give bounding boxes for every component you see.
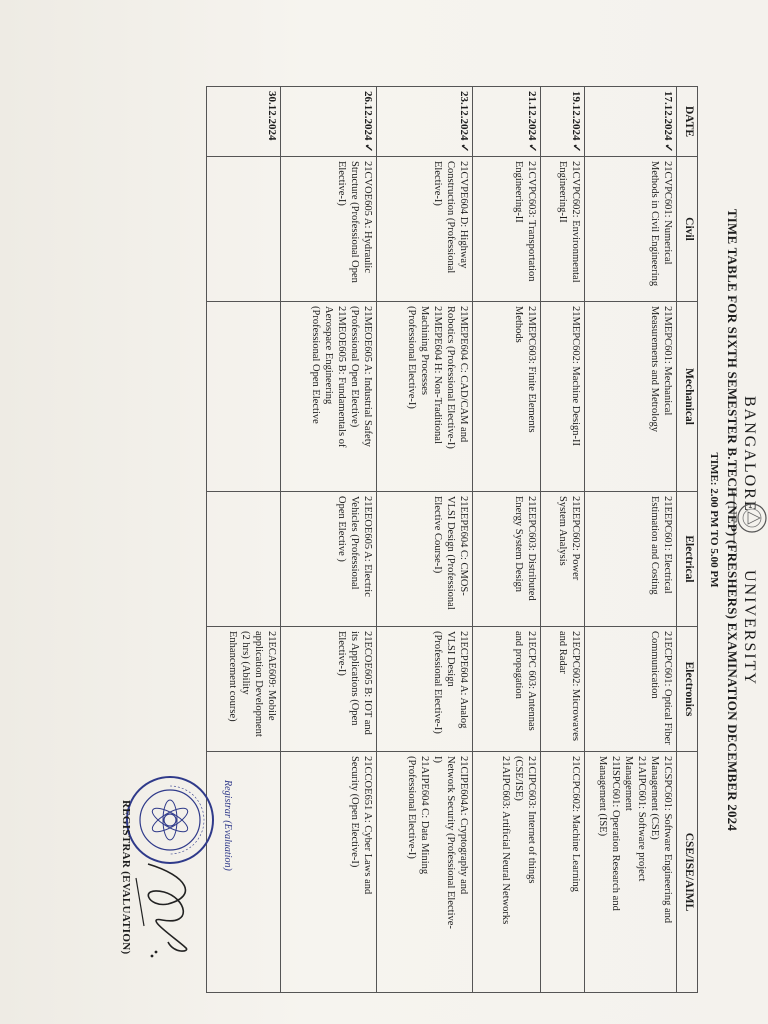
course-line: (Professional Elective-I): [432, 631, 443, 734]
course-line: 21EEPE604 C: CMOS-: [458, 496, 469, 596]
course-line: 21CVPC603: Transportation: [526, 161, 537, 282]
course-line: 21MEPC601: Mechanical: [662, 306, 673, 416]
course-line: Measurements and Metrology: [649, 306, 660, 432]
university-name-right: UNIVERSITY: [741, 570, 758, 686]
course-line: (Professional Elective-I): [406, 306, 417, 409]
cse-cell: [207, 752, 281, 993]
course-line: 21CVOE605 A: Hydraulic: [362, 161, 373, 273]
course-line: 21EEPC601: Electrical: [662, 496, 673, 594]
table-row: [207, 87, 281, 993]
course-line: (Professional Open Elective: [310, 306, 321, 424]
course-line: 21EEOE605 A: Electric: [362, 496, 373, 597]
course-line: (2 hrs) (Ability: [240, 631, 251, 695]
electrical-cell: [585, 492, 677, 627]
course-line: 21EEPC603: Distributed: [526, 496, 537, 601]
registrar-stamp-label: Registrar (Evaluation): [222, 780, 233, 871]
mechanical-cell: [473, 302, 541, 492]
registrar-evaluation-title: REGISTRAR (EVALUATION): [120, 800, 132, 955]
course-line: 21CSPC601: Software Engineering and: [662, 756, 673, 924]
exam-time: TIME: 2.00 PM TO 5.00 PM: [708, 452, 720, 588]
header-civil: Civil: [677, 157, 698, 302]
course-line: 21ECPE604 A: Analog: [458, 631, 469, 729]
university-seal-icon: [124, 774, 216, 866]
course-line: Vehicles (Professional: [349, 496, 360, 590]
mechanical-cell: [377, 302, 473, 492]
course-line: Estimation and Costing: [649, 496, 660, 595]
course-line: Structure (Professional Open: [349, 161, 360, 283]
course-line: 21ECAE609: Mobile: [266, 631, 277, 721]
course-line: 21MEPE604 H: Non-Traditional: [432, 306, 443, 444]
course-line: VLSI Design (Professional: [445, 496, 456, 610]
course-line: Elective-I): [432, 161, 443, 206]
course-line: 21ECPC601: Optical Fiber: [662, 631, 673, 745]
course-line: Elective-I): [336, 161, 347, 206]
course-line: 21AIPE604 C: Data Mining: [419, 756, 430, 875]
course-line: Network Security (Professional Elective-: [445, 756, 456, 929]
table-row: [281, 87, 377, 993]
header-electrical: Electrical: [677, 492, 698, 627]
course-line: 21ECOE605 B: IOT and: [362, 631, 373, 735]
course-line: Construction (Professional: [445, 161, 456, 274]
course-line: 21ECPC602: Microwaves: [570, 631, 581, 741]
table-header-row: [677, 87, 698, 993]
electronics-cell: [585, 627, 677, 752]
civil-cell: [541, 157, 585, 302]
course-line: 21MEOE605 B: Fundamentals of: [336, 306, 347, 448]
course-line: System Analysis: [557, 496, 568, 566]
university-name-left: BANGALORE: [741, 396, 758, 513]
mechanical-cell: [541, 302, 585, 492]
course-line: 21AIPC603: Artificial Neural Networks: [500, 756, 511, 925]
course-line: 21CVPE604 D: Highway: [458, 161, 469, 269]
course-line: Robotics (Professional Elective-I): [445, 306, 456, 449]
civil-cell: [377, 157, 473, 302]
cse-cell: [585, 752, 677, 993]
course-line: 21CCPC602: Machine Learning: [570, 756, 581, 892]
course-line: Methods in Civil Engineering: [649, 161, 660, 287]
mechanical-cell: [207, 302, 281, 492]
exam-timetable: [206, 86, 698, 993]
course-line: 21MEOE605 A: Industrial Safety: [362, 306, 373, 447]
electrical-cell: [473, 492, 541, 627]
table-row: [541, 87, 585, 993]
course-line: application Development: [253, 631, 264, 737]
electrical-cell: [377, 492, 473, 627]
course-line: Elective-I): [336, 631, 347, 676]
course-line: and Radar: [557, 631, 568, 674]
electrical-cell: [281, 492, 377, 627]
electrical-cell: [207, 492, 281, 627]
course-line: 21EEPC602: Power: [570, 496, 581, 581]
course-line: 21MEPC603: Finite Elements: [526, 306, 537, 433]
course-line: (Professional Open Elective): [349, 306, 360, 428]
civil-cell: [585, 157, 677, 302]
course-line: Enhancement course): [227, 631, 238, 722]
course-line: 21ECPC 603: Antennas: [526, 631, 537, 731]
course-line: and propagation: [513, 631, 524, 699]
date-cell: 17.12.2024 ✓: [585, 87, 677, 157]
course-line: Energy System Design: [513, 496, 524, 593]
course-line: Open Elective ): [336, 496, 347, 562]
course-line: Management: [623, 756, 634, 811]
electronics-cell: [377, 627, 473, 752]
course-line: Engineering-II: [513, 161, 524, 223]
civil-cell: [281, 157, 377, 302]
course-line: 21CVPC601: Numerical: [662, 161, 673, 265]
header-date: DATE: [677, 87, 698, 157]
course-line: Aerospace Engineering: [323, 306, 334, 405]
course-line: 21CIPE604A: Cryptography and: [458, 756, 469, 895]
electronics-cell: [281, 627, 377, 752]
course-line: 21CCOE651 A: Cyber Laws and: [362, 756, 373, 895]
header-cse: CSE/ISE/AIML: [677, 752, 698, 993]
course-line: its Applications (Open: [349, 631, 360, 726]
civil-cell: [473, 157, 541, 302]
electronics-cell: [473, 627, 541, 752]
header-mechanical: Mechanical: [677, 302, 698, 492]
header-electronics: Electronics: [677, 627, 698, 752]
cse-cell: [377, 752, 473, 993]
date-cell: 23.12.2024 ✓: [377, 87, 473, 157]
course-line: (Professional Elective-I): [406, 756, 417, 859]
civil-cell: [207, 157, 281, 302]
course-line: 21ISPC601: Operation Research and: [610, 756, 621, 911]
electrical-cell: [541, 492, 585, 627]
electronics-cell: [207, 627, 281, 752]
course-line: 21MEPE604 C: CAD/CAM and: [458, 306, 469, 443]
course-line: Security (Open Elective-I): [349, 756, 360, 868]
course-line: 21MEPC602: Machine Design-II: [570, 306, 581, 446]
electronics-cell: [541, 627, 585, 752]
mechanical-cell: [585, 302, 677, 492]
timetable-body: [207, 87, 677, 993]
course-line: 21CIPC603: Internet of things: [526, 756, 537, 884]
date-cell: 26.12.2024 ✓: [281, 87, 377, 157]
course-line: Elective Course-I): [432, 496, 443, 574]
course-line: Machining Processes: [419, 306, 430, 395]
course-line: VLSI Design: [445, 631, 456, 687]
course-line: 21CVPC602: Environmental: [570, 161, 581, 283]
table-row: [377, 87, 473, 993]
date-cell: 30.12.2024: [207, 87, 281, 157]
course-line: Communication: [649, 631, 660, 699]
signature-icon: [124, 856, 208, 966]
course-line: Management (CSE): [649, 756, 660, 840]
course-line: Methods: [513, 306, 524, 343]
cse-cell: [541, 752, 585, 993]
cse-cell: [281, 752, 377, 993]
table-row: [473, 87, 541, 993]
table-row: [585, 87, 677, 993]
mechanical-cell: [281, 302, 377, 492]
course-line: (CSE/ISE): [513, 756, 524, 801]
cse-cell: [473, 752, 541, 993]
course-line: Engineering-II: [557, 161, 568, 223]
course-line: I): [432, 756, 443, 763]
timetable-title: TIME TABLE FOR SIXTH SEMESTER B.TECH (NEP) (FRESHERS) EXAMINATION DECEMBER 2024: [725, 208, 740, 832]
date-cell: 21.12.2024 ✓: [473, 87, 541, 157]
date-cell: 19.12.2024 ✓: [541, 87, 585, 157]
course-line: Management (ISE): [597, 756, 608, 837]
course-line: 21AIPC601: Software project: [636, 756, 647, 882]
